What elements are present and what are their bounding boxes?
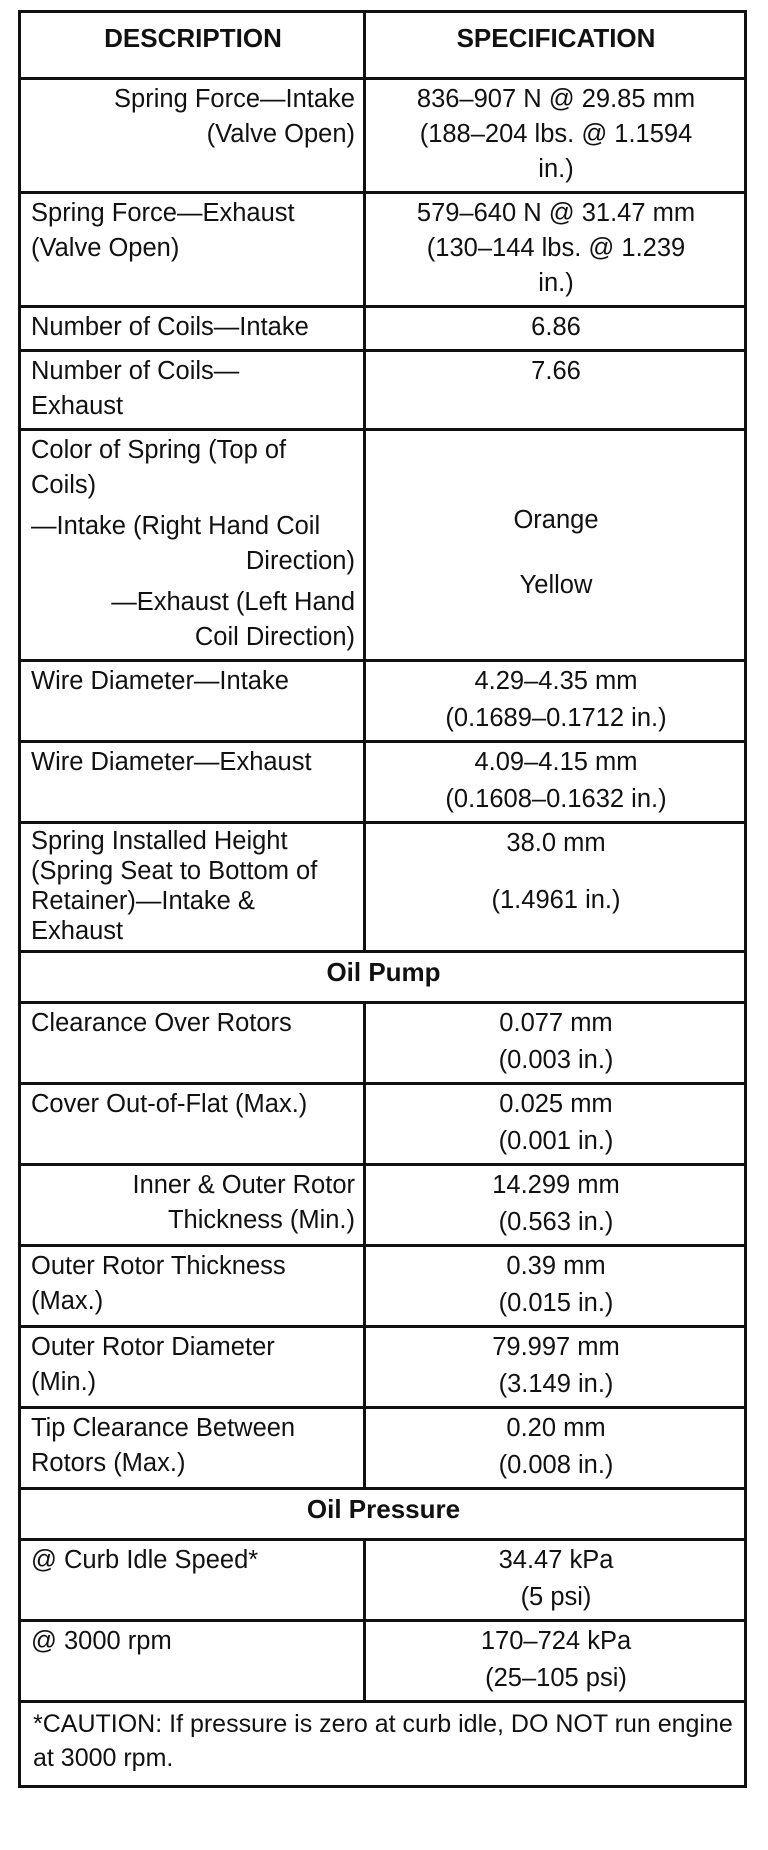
specification-value: 4.09–4.15 mm	[474, 748, 638, 776]
description-cell	[20, 193, 365, 307]
exhaust-color: Yellow	[519, 571, 593, 599]
specification-cell	[365, 79, 746, 193]
specification-value: 38.0 mm	[506, 829, 606, 857]
description-text: Cover Out-of-Flat (Max.)	[31, 1090, 308, 1118]
description-text: (Max.)	[31, 1287, 104, 1315]
specification-value: (5 psi)	[520, 1583, 592, 1611]
description-text: Outer Rotor Thickness	[31, 1252, 286, 1280]
description-text: Rotors (Max.)	[31, 1449, 186, 1477]
description-text: (Valve Open)	[206, 120, 355, 148]
description-text: Spring Installed Height	[31, 827, 288, 855]
description-cell	[20, 1540, 365, 1621]
specification-value: (0.008 in.)	[498, 1451, 614, 1479]
description-text: Outer Rotor Diameter	[31, 1333, 275, 1361]
specification-value: 14.299 mm	[492, 1171, 620, 1199]
description-text: Thickness (Min.)	[167, 1206, 355, 1234]
specification-value: 4.29–4.35 mm	[474, 667, 638, 695]
caution-note: *CAUTION: If pressure is zero at curb idle, DO NOT run engine at 3000 rpm.	[20, 1702, 746, 1787]
description-text: Inner & Outer Rotor	[132, 1171, 355, 1199]
description-text: Spring Force—Exhaust	[31, 199, 295, 227]
specification-value: in.)	[538, 269, 574, 297]
specification-value: (0.001 in.)	[498, 1127, 614, 1155]
description-text: @ 3000 rpm	[31, 1627, 172, 1655]
specification-value: 6.86	[531, 313, 581, 341]
spacer	[376, 538, 736, 568]
specification-value: 0.39 mm	[506, 1252, 606, 1280]
specification-header: SPECIFICATION	[365, 12, 746, 79]
caution-row	[20, 1702, 746, 1787]
specification-value: (1.4961 in.)	[491, 886, 621, 914]
description-text: Color of Spring (Top of	[31, 436, 287, 464]
oil-pressure-section-title: Oil Pressure	[20, 1489, 746, 1540]
description-text: Coils)	[31, 471, 97, 499]
description-text: Clearance Over Rotors	[31, 1009, 292, 1037]
specification-value: (0.1689–0.1712 in.)	[445, 704, 667, 732]
oil-pump-row	[20, 1327, 746, 1408]
description-text: (Valve Open)	[31, 234, 180, 262]
specification-value: (0.015 in.)	[498, 1289, 614, 1317]
wire-diameter-row	[20, 742, 746, 823]
description-text: Spring Force—Intake	[114, 85, 355, 113]
specification-cell	[365, 742, 746, 823]
wire-diameter-row	[20, 661, 746, 742]
description-cell	[20, 1003, 365, 1084]
intake-color: Orange	[513, 506, 599, 534]
specification-cell	[365, 1540, 746, 1621]
specification-value: 0.20 mm	[506, 1414, 606, 1442]
spring-row	[20, 79, 746, 193]
description-cell	[20, 742, 365, 823]
spring-row	[20, 351, 746, 430]
oil-pump-row	[20, 1165, 746, 1246]
oil-pressure-row	[20, 1540, 746, 1621]
specification-value: (3.149 in.)	[498, 1370, 614, 1398]
oil-pump-row	[20, 1246, 746, 1327]
description-text: Number of Coils—	[31, 357, 240, 385]
specification-value: 7.66	[531, 357, 581, 385]
description-cell	[20, 307, 365, 351]
description-text: Wire Diameter—Exhaust	[31, 748, 312, 776]
specification-cell	[365, 1408, 746, 1489]
oil-pump-row	[20, 1003, 746, 1084]
oil-pump-section-title: Oil Pump	[20, 952, 746, 1003]
color-of-spring-row	[20, 430, 746, 661]
specification-cell	[365, 430, 746, 661]
description-text: Number of Coils—Intake	[31, 313, 309, 341]
description-cell	[20, 1165, 365, 1246]
specification-cell	[365, 1246, 746, 1327]
oil-pump-row	[20, 1408, 746, 1489]
specification-cell	[365, 1003, 746, 1084]
specification-value: (25–105 psi)	[485, 1664, 627, 1692]
oil-pressure-section	[20, 1489, 746, 1540]
specification-cell	[365, 307, 746, 351]
specification-cell	[365, 1165, 746, 1246]
description-cell	[20, 1621, 365, 1702]
specification-value: 836–907 N @ 29.85 mm	[416, 85, 696, 113]
specification-value: 0.077 mm	[499, 1009, 613, 1037]
description-cell	[20, 430, 365, 661]
description-text: Tip Clearance Between	[31, 1414, 296, 1442]
oil-pump-row	[20, 1084, 746, 1165]
spacer	[376, 433, 736, 503]
description-text: Wire Diameter—Intake	[31, 667, 289, 695]
description-text: —Exhaust (Left Hand	[111, 588, 355, 616]
description-cell	[20, 351, 365, 430]
specification-cell	[365, 193, 746, 307]
description-text: (Spring Seat to Bottom of	[31, 857, 318, 885]
description-cell	[20, 1084, 365, 1165]
specification-cell	[365, 823, 746, 952]
description-cell	[20, 661, 365, 742]
specification-value: 34.47 kPa	[498, 1546, 614, 1574]
specification-value: (0.003 in.)	[498, 1046, 614, 1074]
description-text: @ Curb Idle Speed*	[31, 1546, 259, 1574]
specification-value: 0.025 mm	[499, 1090, 613, 1118]
specification-value: (0.563 in.)	[498, 1208, 614, 1236]
header-row	[20, 12, 746, 79]
specification-cell	[365, 1084, 746, 1165]
specification-cell	[365, 1621, 746, 1702]
installed-height-row	[20, 823, 746, 952]
description-cell	[20, 823, 365, 952]
oil-pressure-row	[20, 1621, 746, 1702]
specification-value: 79.997 mm	[492, 1333, 620, 1361]
description-cell	[20, 1246, 365, 1327]
specification-value: (0.1608–0.1632 in.)	[445, 785, 667, 813]
description-text: (Min.)	[31, 1368, 97, 1396]
description-text: Exhaust	[31, 392, 124, 420]
description-text: Direction)	[245, 547, 355, 575]
spring-row	[20, 307, 746, 351]
specification-table	[18, 10, 747, 1788]
specification-cell	[365, 661, 746, 742]
description-cell	[20, 1327, 365, 1408]
spring-row	[20, 193, 746, 307]
description-text: Retainer)—Intake &	[31, 887, 255, 915]
description-text: Coil Direction)	[194, 623, 355, 651]
specification-value: in.)	[538, 155, 574, 183]
specification-cell	[365, 1327, 746, 1408]
description-text: Exhaust	[31, 917, 124, 945]
specification-value: 170–724 kPa	[480, 1627, 632, 1655]
description-cell	[20, 1408, 365, 1489]
description-cell	[20, 79, 365, 193]
specification-value: 579–640 N @ 31.47 mm	[416, 199, 696, 227]
spacer	[376, 861, 736, 883]
specification-cell	[365, 351, 746, 430]
specification-value: (188–204 lbs. @ 1.1594	[419, 120, 693, 148]
specification-value: (130–144 lbs. @ 1.239	[426, 234, 686, 262]
description-text: —Intake (Right Hand Coil	[31, 512, 321, 540]
oil-pump-section	[20, 952, 746, 1003]
description-header: DESCRIPTION	[20, 12, 365, 79]
